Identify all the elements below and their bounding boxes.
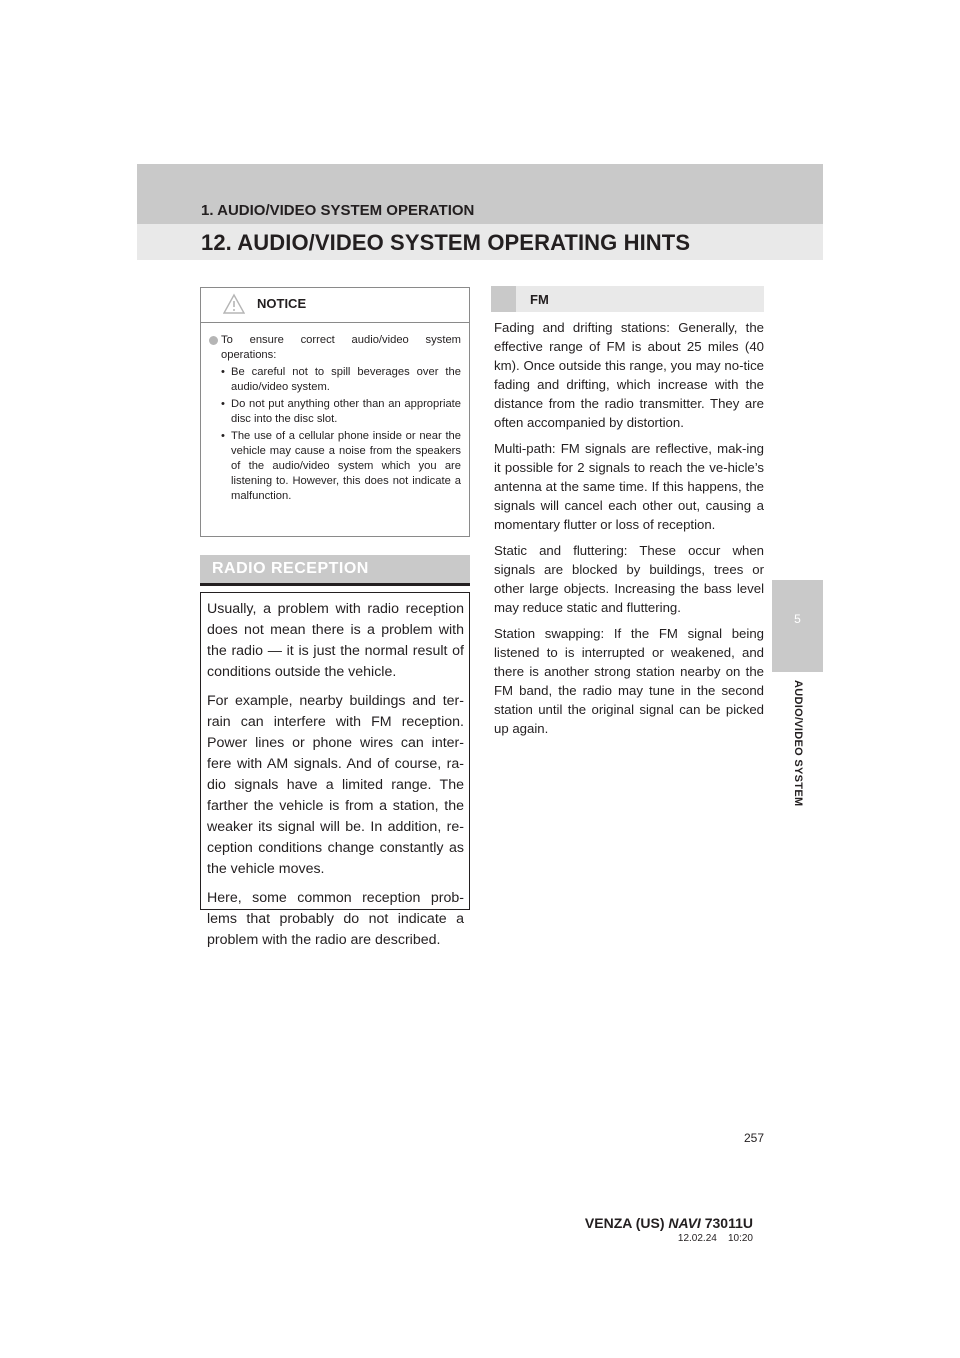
warning-triangle-icon: [223, 293, 245, 315]
fm-heading: [491, 286, 764, 312]
page-title: 12. AUDIO/VIDEO SYSTEM OPERATING HINTS: [201, 230, 691, 255]
section-label: 1. AUDIO/VIDEO SYSTEM OPERATION: [201, 202, 475, 219]
footer-date-value: 12.02.24: [677, 1233, 717, 1244]
notice-lead-text: To ensure correct audio/video system operations:: [221, 334, 461, 361]
bullet-icon: •: [221, 366, 225, 378]
bullet-dot-icon: [209, 336, 218, 345]
footer-date: [600, 1233, 753, 1244]
chapter-title-vertical: AUDIO/VIDEO SYSTEM: [792, 680, 804, 807]
radio-paragraph: Usually, a problem with radio reception does not mean there is a problem with the radio — it is just the normal result of conditions outside the vehicle.: [207, 601, 464, 680]
fm-paragraph: Multi-path: FM signals are reflective, mak-ing it possible for 2 signals to reach the ve-hicle’s antenna at the same time. If this happens, the signals will cancel each other out, causing a momentary flutter or loss of reception.: [494, 441, 764, 532]
bullet-icon: •: [221, 430, 225, 442]
radio-reception-box: [200, 592, 470, 948]
radio-paragraph: For example, nearby buildings and ter-rain can interfere with FM reception. Power lines or phone wires can inter-fere with AM signals. And of course, ra-dio signals have a limited range. The farther the vehicle is from a station, the weaker its signal will be. In addition, re-ception conditions change constantly as the vehicle moves.: [207, 693, 464, 877]
fm-paragraph: Fading and drifting stations: Generally, the effective range of FM is about 25 miles (40 km). Once outside this range, you may no-tice fading and drifting, which increase with the distance from the radio transmitter. They are often accompanied by distortion.: [494, 320, 764, 430]
notice-item-text: Do not put anything other than an appropriate disc into the disc slot.: [231, 398, 461, 425]
footer-model-name: VENZA (US): [584, 1215, 665, 1231]
chapter-tab[interactable]: [772, 580, 823, 672]
notice-title: NOTICE: [257, 296, 307, 311]
fm-heading-text: FM: [530, 292, 549, 307]
notice-header: [201, 288, 469, 323]
page-number: 257: [743, 1131, 764, 1145]
notice-item: [221, 429, 461, 504]
notice-list: [209, 365, 461, 504]
notice-box: [200, 287, 470, 537]
fm-body: [494, 318, 764, 745]
fm-heading-marker: [491, 286, 516, 312]
footer-time-value: 10:20: [727, 1233, 753, 1244]
notice-item-text: Be careful not to spill beverages over the audio/video system.: [231, 366, 461, 393]
notice-item-text: The use of a cellular phone inside or near the vehicle may cause a noise from the speakers of the audio/video system which you are listening to. However, this does not indicate a malfunction.: [231, 430, 461, 502]
fm-paragraph: Station swapping: If the FM signal being listened to is interrupted or weakened, and there is another strong station nearby on the FM band, the radio may tune in the second station until the original signal can be picked up again.: [494, 626, 764, 736]
radio-paragraph: Here, some common reception prob-lems that probably do not indicate a problem with the radio are described.: [207, 890, 464, 948]
footer-model-navi: NAVI: [668, 1215, 701, 1231]
notice-lead: [209, 333, 461, 363]
radio-reception-heading-text: RADIO RECEPTION: [212, 560, 369, 577]
notice-item: [221, 365, 461, 395]
footer-model: [560, 1215, 753, 1231]
notice-body: [201, 323, 469, 504]
notice-item: [221, 397, 461, 427]
header-band: [137, 164, 823, 260]
bullet-icon: •: [221, 398, 225, 410]
footer-model-code: 73011U: [704, 1215, 753, 1231]
radio-reception-heading: [200, 555, 470, 586]
fm-paragraph: Static and fluttering: These occur when signals are blocked by buildings, trees or other large objects. Increasing the bass level may reduce static and fluttering.: [494, 543, 764, 615]
chapter-number: 5: [794, 612, 801, 626]
